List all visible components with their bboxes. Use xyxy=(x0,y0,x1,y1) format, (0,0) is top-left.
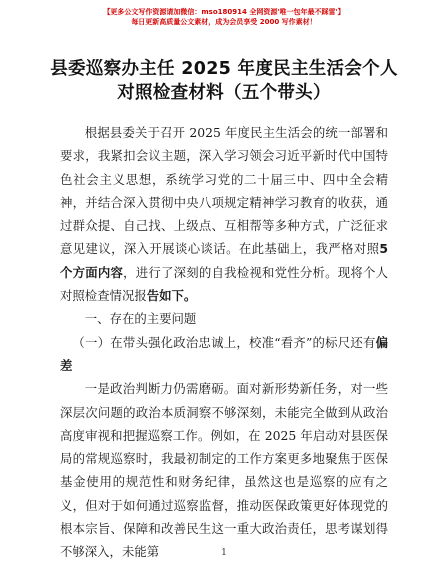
intro-bold-d: 告如下。 xyxy=(146,288,197,304)
intro-bold-a: 5 个方面内容 xyxy=(60,241,388,280)
promo-banner-line-2: 每日更新高质量公文素材，成为会员享受 2000 写作素材！ xyxy=(131,18,317,26)
intro-paragraph xyxy=(60,121,388,307)
subsection-heading-1 xyxy=(60,331,388,378)
document-title: 县委巡察办主任 2025 年度民主生活会个人对照检查材料（五个带头） xyxy=(50,59,398,103)
body-paragraph-2: 一是政治判断力仍需磨砺。面对新形势新任务，对一些深层次问题的政治本质洞察不够深刻，未能完全做到从政治高度审视和把握巡察工作。例如，在 2025 年启动对县医保局的常规巡察时，我最初制定的工作方案更多地聚焦于医保基金使用的规范性和财务纪律，虽然这也是巡察的应有之义，但对于如何通过巡察监督，推动医保政策更好体现党的根本宗旨、保障和改善民生这一重大政治责任，思考谋划得不够深入，未能第 xyxy=(60,381,388,560)
promo-banner-line-1: 【更多公文写作资源请加微信：mso180914 全网资源'唯一包年最不踩雷'】 xyxy=(103,8,345,16)
page-number: 1 xyxy=(221,548,227,558)
intro-text-a: 根据县委关于召开 2025 年度民主生活会的统一部署和要求，我紧扣会议主题，深入学习领会习近平新时代中国特色社会主义思想，系统学习党的二十届三中、四中全会精神，并结合深入贯彻中央八项规定精神学习教育的收获，通过群众提、自己找、上级点、互相帮等多种方式，广泛征求意见建议，深入开展谈心谈话。在此基础上，我严格对照 xyxy=(60,125,388,257)
document-body xyxy=(60,121,388,564)
subsection-text: （一）在带头强化政治忠诚上，校准“看齐”的标尺还有 xyxy=(72,334,376,350)
section-heading-1: 一、存在的主要问题 xyxy=(84,311,197,327)
intro-text-c: ，进行了深刻的自我检视和党性分析。现将个人对照检查情况报 xyxy=(60,264,389,304)
subsection-text-bold: 偏差 xyxy=(60,334,388,373)
